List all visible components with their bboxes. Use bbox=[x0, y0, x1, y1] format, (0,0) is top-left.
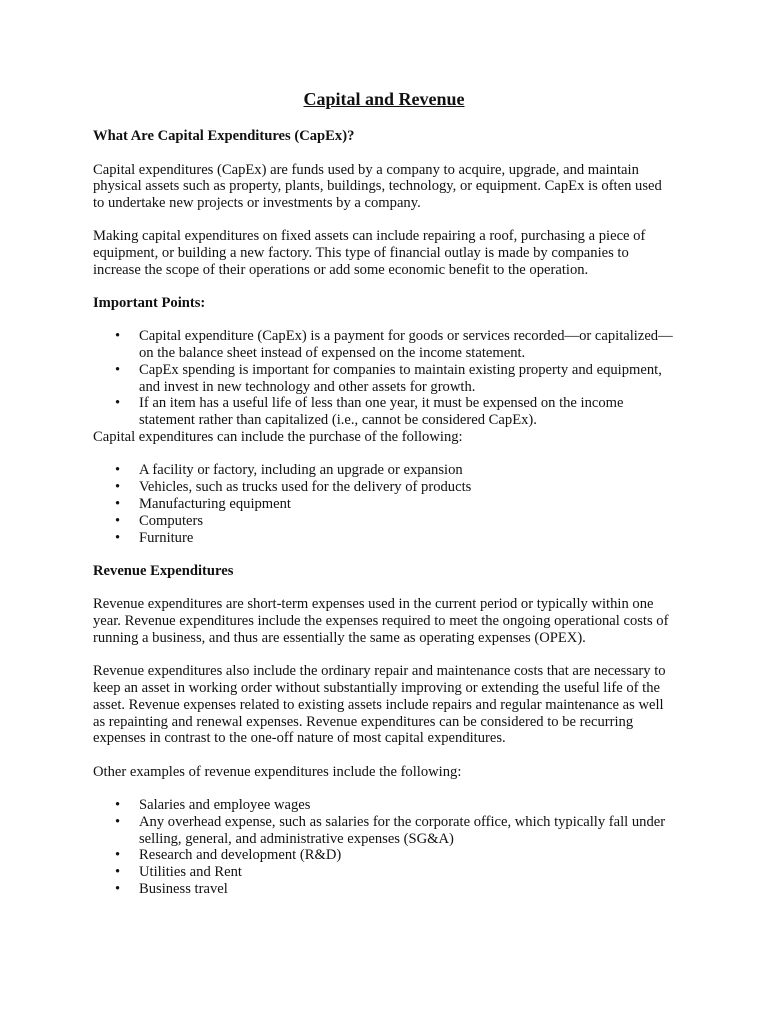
capex-paragraph-2: Making capital expenditures on fixed assets can include repairing a roof, purchasing a piece of equipment, or building a new factory. This type of financial outlay is made by companies to increase the scope of their operations or add some economic benefit to the operation. bbox=[93, 228, 646, 278]
bullet-icon: • bbox=[115, 328, 121, 345]
bullet-icon: • bbox=[115, 813, 121, 830]
list-item: • If an item has a useful life of less than one year, it must be expensed on the income statement rather than capitalized (i.e., cannot be considered CapEx). bbox=[115, 395, 624, 429]
list-item: • CapEx spending is important for companies to maintain existing property and equipment, and invest in new technology and other assets for growth. bbox=[115, 361, 662, 395]
list-item: • Salaries and employee wages bbox=[115, 797, 311, 814]
bullet-icon: • bbox=[115, 847, 121, 864]
important-points-heading: Important Points: bbox=[93, 295, 206, 312]
bullet-icon: • bbox=[115, 881, 121, 897]
list-item: • Utilities and Rent bbox=[115, 864, 242, 881]
list-item: • A facility or factory, including an upgrade or expansion bbox=[115, 462, 463, 479]
list-item: • Manufacturing equipment bbox=[115, 495, 291, 512]
bullet-icon: • bbox=[115, 512, 121, 529]
list-item: • Research and development (R&D) bbox=[115, 847, 342, 864]
list-item: • Business travel bbox=[115, 881, 228, 897]
document-page bbox=[93, 88, 675, 898]
document-title: Capital and Revenue bbox=[303, 89, 465, 109]
bullet-icon: • bbox=[115, 462, 121, 479]
bullet-icon: • bbox=[115, 361, 121, 378]
list-item: • Any overhead expense, such as salaries for the corporate office, which typically fall under selling, general, and administrative expenses (SG&A) bbox=[115, 813, 666, 847]
bullet-icon: • bbox=[115, 479, 121, 496]
important-points-list bbox=[93, 328, 675, 429]
revenue-paragraph-3: Other examples of revenue expenditures include the following: bbox=[93, 763, 462, 780]
list-item: • Capital expenditure (CapEx) is a payment for goods or services recorded—or capitalized—on the balance sheet instead of expensed on the income statement. bbox=[115, 328, 673, 362]
revenue-paragraph-1: Revenue expenditures are short-term expenses used in the current period or typically within one year. Revenue expenditures include the expenses required to meet the ongoing operational costs of running a business, and thus are essentially the same as operating expenses (OPEX). bbox=[93, 596, 669, 646]
capex-purchase-intro: Capital expenditures can include the purchase of the following: bbox=[93, 429, 463, 446]
revenue-paragraph-2: Revenue expenditures also include the ordinary repair and maintenance costs that are necessary to keep an asset in working order without substantially improving or extending the useful life of the asset. Revenue expenses related to existing assets include repairs and regular maintenance as well as repainting and renewal expenses. Revenue expenditures can be considered to be recurring expenses in contrast to the one-off nature of most capital expenditures. bbox=[93, 663, 666, 747]
bullet-icon: • bbox=[115, 495, 121, 512]
bullet-icon: • bbox=[115, 797, 121, 814]
list-item: • Vehicles, such as trucks used for the delivery of products bbox=[115, 479, 472, 496]
bullet-icon: • bbox=[115, 529, 121, 546]
list-item: • Furniture bbox=[115, 529, 194, 546]
capex-paragraph-1: Capital expenditures (CapEx) are funds used by a company to acquire, upgrade, and maintain physical assets such as property, plants, buildings, technology, or equipment. CapEx is often used to undertake new projects or investments by a company. bbox=[93, 161, 662, 212]
revenue-heading: Revenue Expenditures bbox=[93, 562, 234, 579]
list-item: • Computers bbox=[115, 512, 204, 529]
capex-purchase-list bbox=[93, 462, 675, 546]
bullet-icon: • bbox=[115, 395, 121, 412]
bullet-icon: • bbox=[115, 864, 121, 881]
revenue-examples-list bbox=[93, 797, 675, 898]
capex-heading: What Are Capital Expenditures (CapEx)? bbox=[93, 128, 355, 144]
